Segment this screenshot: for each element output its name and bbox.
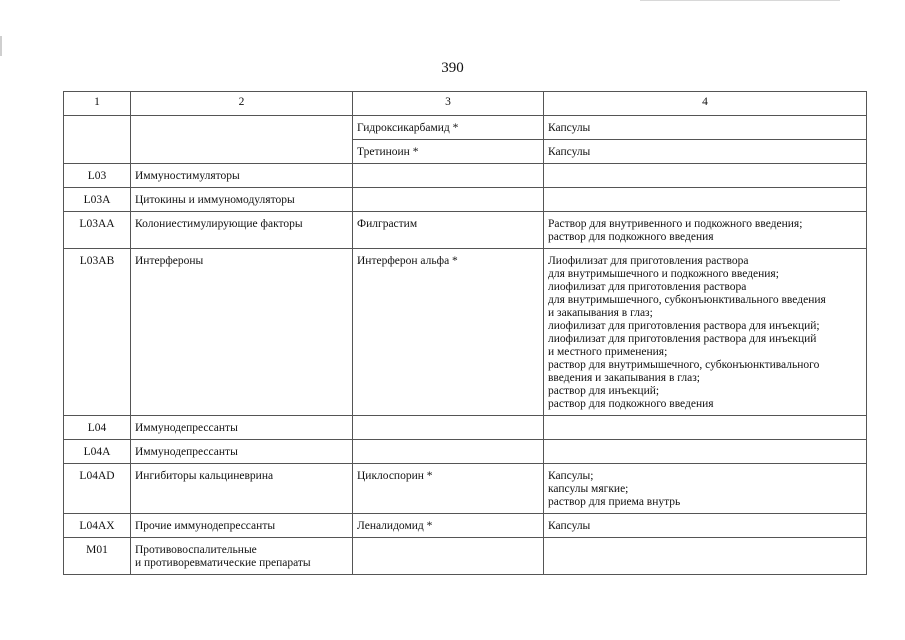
dosage-form-line: лиофилизат для приготовления раствора для инъекций (548, 333, 817, 345)
dosage-form-cell (544, 416, 867, 440)
atc-code: M01 (64, 538, 131, 575)
atc-code: L03 (64, 164, 131, 188)
dosage-form-line: Капсулы (548, 520, 591, 532)
group-name: Прочие иммунодепрессанты (131, 514, 353, 538)
drug-name (353, 164, 544, 188)
table-row (64, 249, 867, 416)
dosage-form-line: капсулы мягкие; (548, 483, 629, 495)
table-row (64, 212, 867, 249)
medication-table (63, 91, 867, 575)
column-header-3: 3 (353, 92, 544, 116)
group-name: Ингибиторы кальциневрина (131, 464, 353, 514)
drug-name (353, 538, 544, 575)
table-header-row (64, 92, 867, 116)
dosage-form-line: раствор для инъекций; (548, 385, 660, 397)
page-number: 390 (441, 60, 464, 76)
dosage-form-line: для внутримышечного, субконъюнктивального введения (548, 294, 826, 306)
atc-code: L04A (64, 440, 131, 464)
group-name (131, 538, 353, 575)
group-name: Иммунодепрессанты (131, 416, 353, 440)
table-row (64, 188, 867, 212)
drug-name (353, 416, 544, 440)
scan-artifact-top (640, 0, 840, 1)
column-header-2: 2 (131, 92, 353, 116)
table-row (64, 464, 867, 514)
dosage-form-cell (544, 538, 867, 575)
group-cell (131, 116, 353, 164)
code-cell (64, 116, 131, 164)
group-name: Иммунодепрессанты (131, 440, 353, 464)
dosage-form-line: Капсулы; (548, 470, 594, 482)
dosage-form-cell (544, 514, 867, 538)
dosage-form-cell (544, 188, 867, 212)
drug-name: Третиноин * (353, 139, 543, 163)
atc-code: L04AX (64, 514, 131, 538)
table-row (64, 538, 867, 575)
dosage-form-line: раствор для подкожного введения (548, 398, 714, 410)
dosage-form-cell (544, 464, 867, 514)
drug-name: Леналидомид * (353, 514, 544, 538)
drug-name: Интерферон альфа * (353, 249, 544, 416)
group-name: Цитокины и иммуномодуляторы (131, 188, 353, 212)
table-row (64, 416, 867, 440)
drug-name: Гидроксикарбамид * (357, 122, 459, 134)
drug-name (353, 188, 544, 212)
dosage-form-cell (544, 249, 867, 416)
group-name: Колониестимулирующие факторы (131, 212, 353, 249)
table-row (64, 164, 867, 188)
group-name-line: и противоревматические препараты (135, 557, 311, 569)
scan-artifact-left (0, 36, 2, 56)
atc-code: L04 (64, 416, 131, 440)
dosage-form-line: лиофилизат для приготовления раствора для инъекций; (548, 320, 820, 332)
table-row (64, 440, 867, 464)
dosage-form-cell (544, 212, 867, 249)
dosage-form-line: для внутримышечного и подкожного введения; (548, 268, 779, 280)
column-header-1: 1 (64, 92, 131, 116)
dosage-form-line: лиофилизат для приготовления раствора (548, 281, 747, 293)
drug-name: Филграстим (353, 212, 544, 249)
dosage-form-cell (544, 440, 867, 464)
dosage-form-line: Раствор для внутривенного и подкожного введения; (548, 218, 803, 230)
dosage-form: Капсулы (548, 122, 591, 134)
dosage-form-line: раствор для подкожного введения (548, 231, 714, 243)
atc-code: L04AD (64, 464, 131, 514)
group-name: Иммуностимуляторы (131, 164, 353, 188)
dosage-form-line: введения и закапывания в глаз; (548, 372, 700, 384)
atc-code: L03A (64, 188, 131, 212)
drug-name-cell (353, 116, 544, 164)
dosage-form-line: раствор для приема внутрь (548, 496, 681, 508)
atc-code: L03AB (64, 249, 131, 416)
column-header-4: 4 (544, 92, 867, 116)
dosage-form-line: и местного применения; (548, 346, 668, 358)
dosage-form-line: и закапывания в глаз; (548, 307, 653, 319)
table-row (64, 514, 867, 538)
dosage-form-cell (544, 116, 867, 164)
dosage-form: Капсулы (544, 139, 866, 163)
drug-name: Циклоспорин * (353, 464, 544, 514)
group-name: Интерфероны (131, 249, 353, 416)
group-name-line: Противовоспалительные (135, 544, 257, 556)
atc-code: L03AA (64, 212, 131, 249)
dosage-form-line: Лиофилизат для приготовления раствора (548, 255, 749, 267)
dosage-form-cell (544, 164, 867, 188)
dosage-form-line: раствор для внутримышечного, субконъюнктивального (548, 359, 820, 371)
table-row-continuation (64, 116, 867, 164)
drug-name (353, 440, 544, 464)
